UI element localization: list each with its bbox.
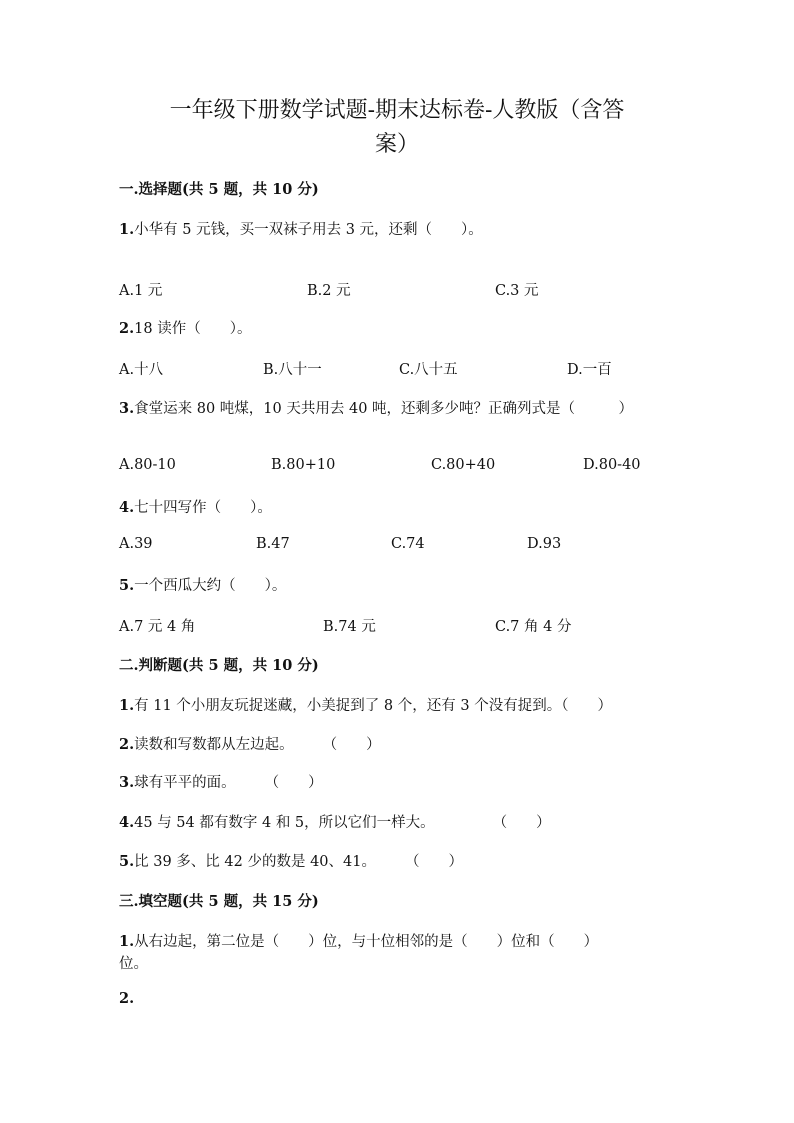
page-title-line-1: 一年级下册数学试题-期末达标卷-人教版（含答 [169,98,625,123]
question-text: 有 11 个小朋友玩捉迷藏，小美捉到了 8 个，还有 3 个没有捉到。（ ） [134,698,612,714]
question-text: 一个西瓜大约（ ）。 [134,578,287,594]
question-text: 从右边起，第二位是（ ）位，与十位相邻的是（ ）位和（ ） [134,934,599,950]
question-number: 1. [119,933,135,950]
option-c: C.7 角 4 分 [495,619,572,635]
page-title-line-2: 案） [374,132,419,157]
judge-question-1 [119,694,612,715]
judge-question-3 [119,771,323,792]
option-a: A.39 [119,536,153,552]
option-c: C.3 元 [495,283,539,299]
section-heading-choice: 一.选择题(共 5 题，共 10 分) [119,181,319,198]
question-number: 5. [119,577,135,594]
option-b: B.80+10 [271,457,336,473]
option-b: B.74 元 [323,619,376,635]
question-text: 比 39 多、比 42 少的数是 40、41。 （ ） [134,854,463,870]
question-number: 5. [119,853,135,870]
question-text: 18 读作（ ）。 [134,321,252,337]
section-heading-judge: 二.判断题(共 5 题，共 10 分) [119,657,319,674]
choice-question-5 [119,574,286,595]
option-b: B.2 元 [307,283,351,299]
option-d: D.80-40 [583,457,641,473]
question-text: 45 与 54 都有数字 4 和 5，所以它们一样大。 （ ） [134,815,551,831]
choice-question-4 [119,496,272,517]
choice-question-2 [119,317,251,338]
judge-question-2 [119,733,381,754]
option-a: A.十八 [119,362,164,378]
fill-question-2 [119,990,134,1007]
option-b: B.八十一 [263,362,322,378]
judge-question-5 [119,850,463,871]
option-c: C.八十五 [399,362,458,378]
question-text: 球有平平的面。 （ ） [134,775,323,791]
question-number: 1. [119,221,135,238]
option-b: B.47 [256,536,290,552]
option-c: C.74 [391,536,425,552]
option-d: D.一百 [567,362,612,378]
question-number: 3. [119,774,135,791]
option-c: C.80+40 [431,457,496,473]
question-number: 4. [119,499,135,516]
question-text: 食堂运来 80 吨煤，10 天共用去 40 吨，还剩多少吨？正确列式是（ ） [134,401,634,417]
question-number: 2. [119,320,135,337]
fill-question-1 [119,930,598,951]
option-d: D.93 [527,536,562,552]
choice-question-1 [119,218,483,239]
question-number: 2. [119,736,135,753]
choice-question-3 [119,397,633,418]
option-a: A.1 元 [119,283,163,299]
question-number: 2. [119,990,135,1007]
section-heading-fill: 三.填空题(共 5 题，共 15 分) [119,893,319,910]
option-a: A.7 元 4 角 [119,619,196,635]
question-text: 小华有 5 元钱，买一双袜子用去 3 元，还剩（ ）。 [134,222,483,238]
judge-question-4 [119,811,551,832]
question-number: 1. [119,697,135,714]
option-a: A.80-10 [119,457,176,473]
question-number: 4. [119,814,135,831]
question-text: 七十四写作（ ）。 [134,500,272,516]
fill-question-1-continuation: 位。 [119,956,148,972]
question-text: 读数和写数都从左边起。 （ ） [134,737,381,753]
question-number: 3. [119,400,135,417]
